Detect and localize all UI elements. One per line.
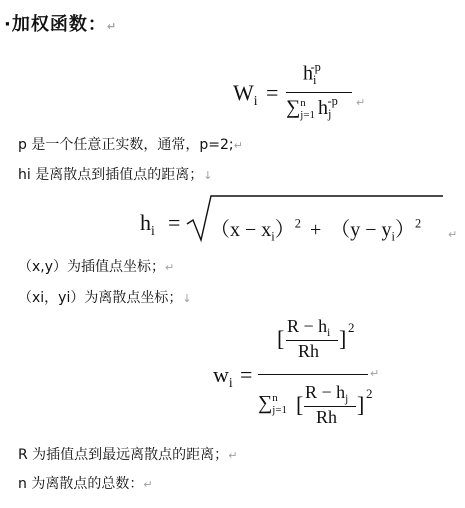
formula2-equals: =: [168, 210, 181, 235]
formula1-lhs: $W_i$: [233, 80, 258, 108]
paragraph-mark-icon: ↵: [165, 261, 175, 274]
formula3-den-close-bracket: ]: [357, 392, 365, 417]
formula3-num-frac-bottom: Rh: [298, 341, 320, 361]
paragraph-mark-icon: ↵: [106, 20, 118, 33]
formula3-lhs: $w_i$: [213, 362, 233, 390]
formula3-num-open-bracket: [: [277, 326, 285, 351]
paragraph-mark-icon: ↵: [143, 478, 153, 491]
formula3-den-open-bracket: [: [296, 392, 304, 417]
formula3-equals: =: [240, 362, 253, 387]
text-n-description: n 为离散点的总数：↵: [18, 476, 153, 492]
formula3-fraction-bar: [258, 374, 368, 375]
formula3-den-sum: ∑ n j=1: [258, 392, 288, 417]
formula3-den-frac-top: $R - h_j$: [305, 382, 349, 405]
line-break-mark-icon: ↓: [182, 292, 192, 305]
text-xy-description: （x,y）为插值点坐标；↵: [18, 259, 175, 275]
text-R-description: R 为插值点到最远离散点的距离；↵: [18, 447, 238, 463]
line-break-mark-icon: ↓: [203, 169, 213, 182]
paragraph-mark-icon: ↵: [370, 367, 380, 380]
formula1-numerator: $h_i^{-p}$: [303, 60, 321, 87]
formula3-den-power: 2: [366, 386, 373, 401]
paragraph-mark-icon: ↵: [356, 96, 366, 109]
text-p-description: p 是一个任意正实数，通常，p=2;↵: [18, 137, 243, 153]
paragraph-mark-icon: ↵: [233, 139, 243, 152]
paragraph-mark-icon: ↵: [228, 449, 238, 462]
text-xiyi-description: （xi，yi）为离散点坐标；↓: [18, 290, 192, 306]
formula2-radicand: $(x - x_i)^2 + (y - y_i)^2$: [210, 216, 422, 244]
formula3-num-power: 2: [348, 320, 355, 335]
section-heading: ·加权函数：↵: [4, 14, 118, 35]
formula3-num-frac-top: $R - h_i$: [287, 316, 331, 339]
formula1-denominator: ∑ n j=1 $h_j^{-p}$: [286, 94, 338, 122]
formula3-num-close-bracket: ]: [339, 326, 347, 351]
text-hi-description: hi 是离散点到插值点的距离；↓: [18, 167, 213, 183]
formula1-equals: =: [266, 80, 279, 105]
formula3-den-frac-bottom: Rh: [316, 407, 338, 427]
paragraph-mark-icon: ↵: [448, 228, 458, 241]
formula2-lhs: $h_i$: [140, 210, 155, 238]
